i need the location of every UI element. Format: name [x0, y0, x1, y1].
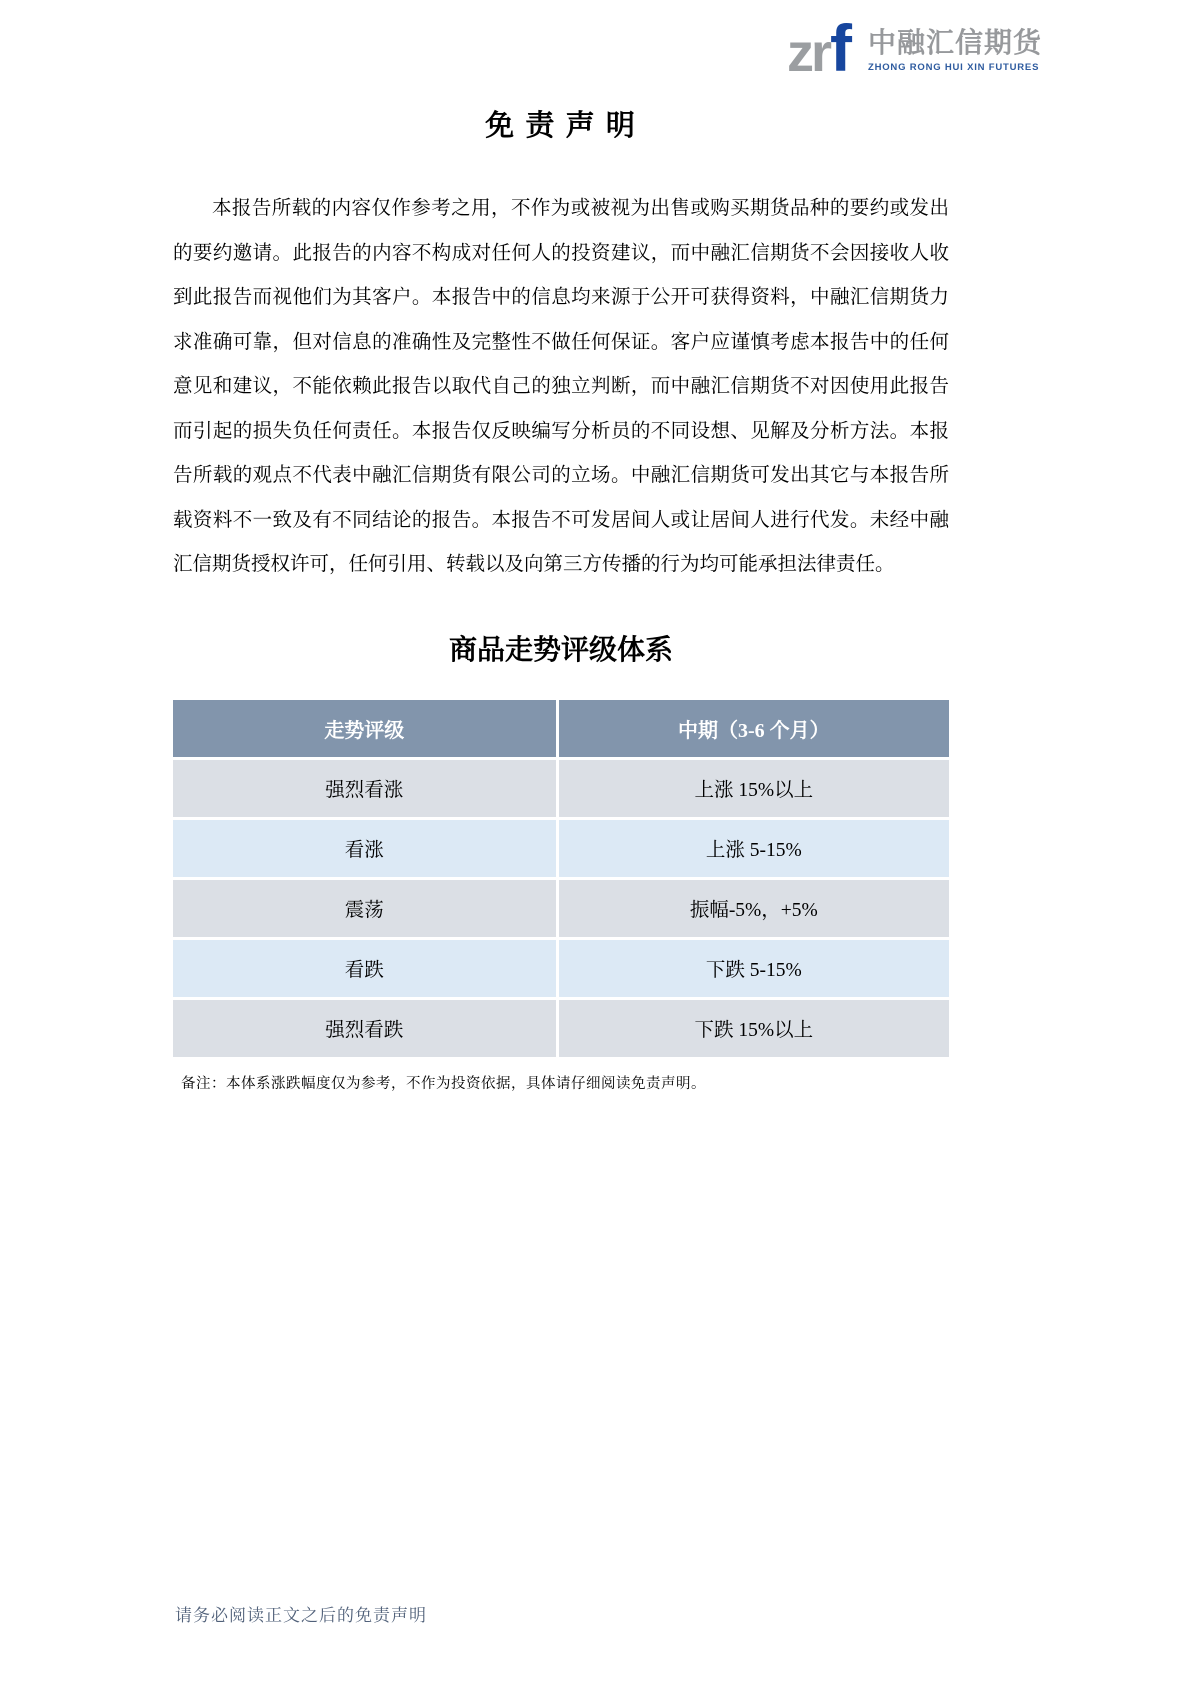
table-header-row	[173, 700, 949, 757]
table-header-rating: 走势评级	[173, 700, 556, 757]
page-content	[173, 0, 949, 1093]
logo-letters-zr: zr	[786, 22, 829, 83]
section-title: 商品走势评级体系	[448, 634, 673, 666]
rating-cell: 看跌	[173, 940, 556, 997]
rating-cell: 震荡	[173, 880, 556, 937]
range-cell: 上涨 5-15%	[559, 820, 949, 877]
table-row	[173, 880, 949, 937]
company-name-cn: 中融汇信期货	[867, 27, 1042, 58]
logo-letter-f: f	[830, 11, 852, 85]
table-note: 备注：本体系涨跌幅度仅为参考，不作为投资依据，具体请仔细阅读免责声明。	[181, 1075, 706, 1092]
table-row	[173, 820, 949, 877]
range-cell: 振幅-5%，+5%	[559, 880, 949, 937]
page-title: 免 责 声 明	[485, 110, 637, 142]
rating-cell: 看涨	[173, 820, 556, 877]
range-cell: 下跌 15%以上	[559, 1000, 949, 1057]
table-row	[173, 940, 949, 997]
table-row	[173, 1000, 949, 1057]
range-cell: 下跌 5-15%	[559, 940, 949, 997]
rating-table	[173, 700, 949, 1057]
page-footer-disclaimer: 请务必阅读正文之后的免责声明	[175, 1606, 427, 1625]
table-header-midterm: 中期（3-6 个月）	[559, 700, 949, 757]
table-row	[173, 760, 949, 817]
range-cell: 上涨 15%以上	[559, 760, 949, 817]
rating-cell: 强烈看涨	[173, 760, 556, 817]
rating-cell: 强烈看跌	[173, 1000, 556, 1057]
disclaimer-paragraph: 本报告所载的内容仅作参考之用，不作为或被视为出售或购买期货品种的要约或发出的要约邀请。此报告的内容不构成对任何人的投资建议，而中融汇信期货不会因接收人收到此报告而视他们为其客户。本报告中的信息均来源于公开可获得资料，中融汇信期货力求准确可靠，但对信息的准确性及完整性不做任何保证。客户应谨慎考虑本报告中的任何意见和建议，不能依赖此报告以取代自己的独立判断，而中融汇信期货不对因使用此报告而引起的损失负任何责任。本报告仅反映编写分析员的不同设想、见解及分析方法。本报告所载的观点不代表中融汇信期货有限公司的立场。中融汇信期货可发出其它与本报告所载资料不一致及有不同结论的报告。本报告不可发居间人或让居间人进行代发。未经中融汇信期货授权许可，任何引用、转载以及向第三方传播的行为均可能承担法律责任。	[173, 198, 949, 575]
company-name-en: ZHONG RONG HUI XIN FUTURES	[867, 61, 1040, 73]
